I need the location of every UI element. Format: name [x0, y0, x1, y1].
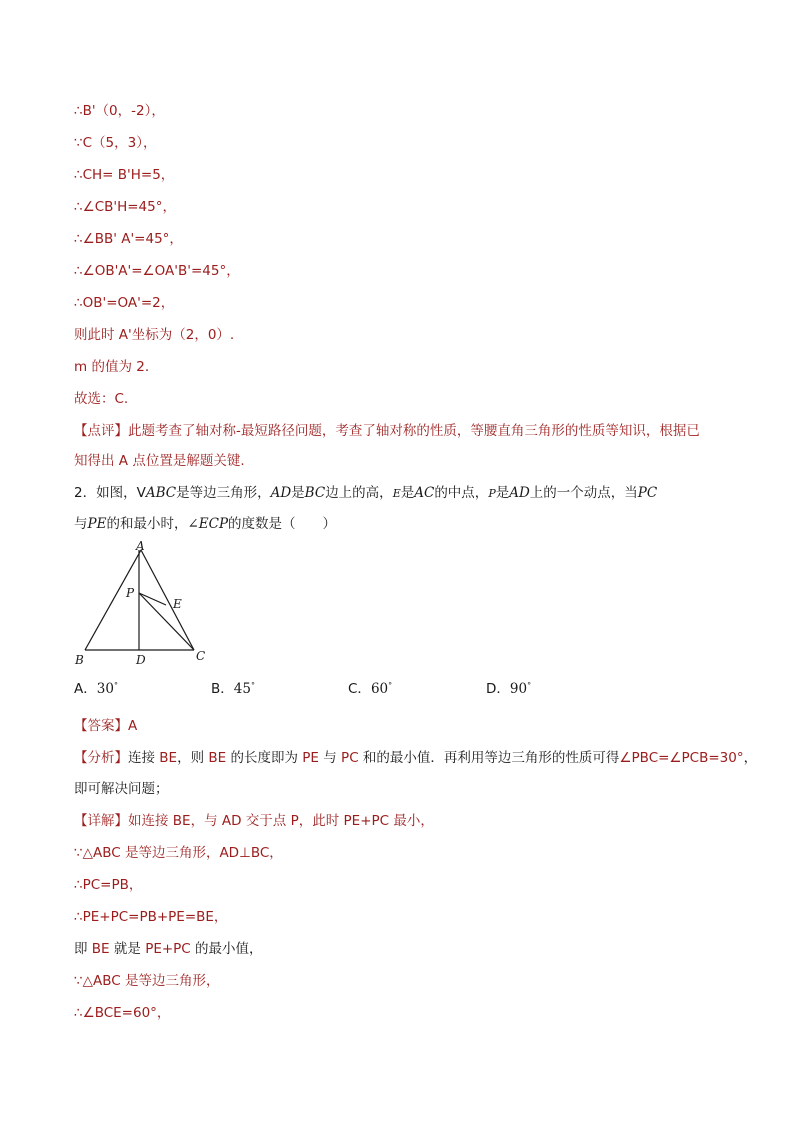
detail-text: 如连接 BE，与 AD 交于点 P，此时 PE+PC 最小，	[128, 813, 434, 829]
choice-value: 30	[96, 681, 114, 697]
analysis-text: 和的最小值．再利用等边三角形的性质可得	[358, 750, 620, 766]
solution-line: ∴CH= B'H=5，	[74, 167, 175, 183]
detail-line: ∴∠BCE=60°，	[74, 1005, 171, 1021]
degree-mark: °	[388, 681, 393, 690]
q-text: 是等边三角形，	[176, 485, 271, 501]
choice-c	[348, 680, 392, 698]
choice-b	[211, 680, 255, 698]
analysis-text: 连接	[128, 750, 160, 766]
degree-mark: °	[527, 681, 532, 690]
choice-letter: B．	[211, 681, 234, 697]
triangle-figure	[70, 538, 220, 670]
detail-line-min	[74, 940, 263, 958]
analysis-line-2: 即可解决问题；	[74, 781, 169, 797]
choice-value: 45	[233, 681, 251, 697]
math-ad: AD	[509, 485, 530, 501]
q-text: 是	[400, 485, 415, 501]
choice-letter: D．	[486, 681, 510, 697]
side-ac	[141, 550, 194, 650]
q-text: 的度数是（ ）	[228, 516, 337, 532]
label-p: P	[126, 586, 135, 600]
label-b: B	[75, 653, 84, 667]
analysis-text: 的长度即为	[226, 750, 303, 766]
question-line-2	[74, 515, 336, 533]
solution-line: ∴∠CB'H=45°，	[74, 199, 176, 215]
analysis-text: PE	[302, 750, 319, 766]
solution-line: 故选：C.	[74, 391, 129, 407]
label-d: D	[136, 653, 146, 667]
solution-line: 则此时 A'坐标为（2，0）.	[74, 327, 235, 343]
comment-tag: 【点评】	[74, 423, 128, 439]
analysis-text: ，则	[177, 750, 209, 766]
detail-line: ∴PC=PB，	[74, 877, 143, 893]
choice-letter: A．	[74, 681, 97, 697]
q-text: 的中点，	[434, 485, 489, 501]
question-number: 2．	[74, 485, 97, 501]
answer-value: A	[128, 718, 138, 734]
math-p: P	[488, 487, 496, 500]
q-text: 是	[291, 485, 305, 501]
solution-line: ∴∠OB'A'=∠OA'B'=45°，	[74, 263, 240, 279]
detail-text: PE+PC	[145, 941, 191, 957]
choice-d	[486, 680, 531, 698]
choice-letter: C．	[348, 681, 371, 697]
answer-line	[74, 717, 137, 735]
comment-text: 此题考查了轴对称-最短路径问题，考查了轴对称的性质，等腰直角三角形的性质等知识，根据已	[128, 423, 700, 439]
analysis-text: PC	[341, 750, 359, 766]
q-text: 与	[74, 516, 88, 532]
analysis-line-1	[74, 749, 757, 767]
comment-line-2: 知得出 A 点位置是解题关键.	[74, 453, 245, 469]
triangle-symbol: V	[136, 485, 146, 501]
detail-text: 即	[74, 941, 92, 957]
solution-line: ∴B'（0，-2），	[74, 103, 165, 119]
analysis-text: ∠PBC=∠PCB=30°	[619, 750, 744, 766]
detail-text: 的最小值，	[190, 941, 263, 957]
math-abc: ABC	[145, 485, 177, 501]
detail-line: ∵△ABC 是等边三角形，AD⊥BC，	[74, 845, 283, 861]
degree-mark: °	[113, 681, 118, 690]
q-text: 如图，	[96, 485, 137, 501]
analysis-tag: 【分析】	[74, 750, 128, 766]
comment-line-1	[74, 422, 700, 440]
math-ad: AD	[270, 485, 292, 501]
q-text: 的和最小时，	[106, 516, 188, 532]
detail-line: ∴PE+PC=PB+PE=BE，	[74, 909, 228, 925]
math-angle-ecp: ∠ECP	[187, 516, 229, 532]
q-text: 上的一个动点，当	[529, 485, 638, 501]
choice-value: 60	[370, 681, 389, 697]
detail-line-1	[74, 812, 434, 830]
answer-tag: 【答案】	[74, 718, 128, 734]
math-e: E	[392, 487, 401, 500]
q-text: 边上的高，	[325, 485, 393, 501]
solution-line: ∴∠BB' A'=45°，	[74, 231, 183, 247]
label-c: C	[196, 649, 206, 663]
question-line-1	[74, 484, 657, 503]
detail-text: BE	[91, 941, 110, 957]
math-bc: BC	[304, 485, 326, 501]
analysis-text: 与	[318, 750, 342, 766]
choice-value: 90	[509, 681, 528, 697]
detail-line: ∵△ABC 是等边三角形，	[74, 973, 220, 989]
analysis-text: BE	[159, 750, 178, 766]
detail-tag: 【详解】	[74, 813, 128, 829]
q-text: 是	[495, 485, 510, 501]
segment-pc	[139, 593, 194, 650]
solution-line: ∴OB'=OA'=2，	[74, 295, 175, 311]
choice-a	[74, 680, 118, 698]
detail-text: 就是	[109, 941, 146, 957]
solution-line: ∵C（5，3），	[74, 135, 157, 151]
analysis-text: BE	[208, 750, 227, 766]
label-e: E	[173, 597, 182, 611]
analysis-text: ，	[743, 750, 758, 766]
math-pc: PC	[637, 485, 658, 501]
math-ac: AC	[414, 485, 435, 501]
side-ab	[85, 550, 141, 650]
math-pe: PE	[87, 516, 107, 532]
label-a: A	[136, 539, 145, 553]
degree-mark: °	[250, 681, 255, 690]
segment-pe	[139, 593, 166, 605]
solution-line: m 的值为 2.	[74, 359, 150, 375]
